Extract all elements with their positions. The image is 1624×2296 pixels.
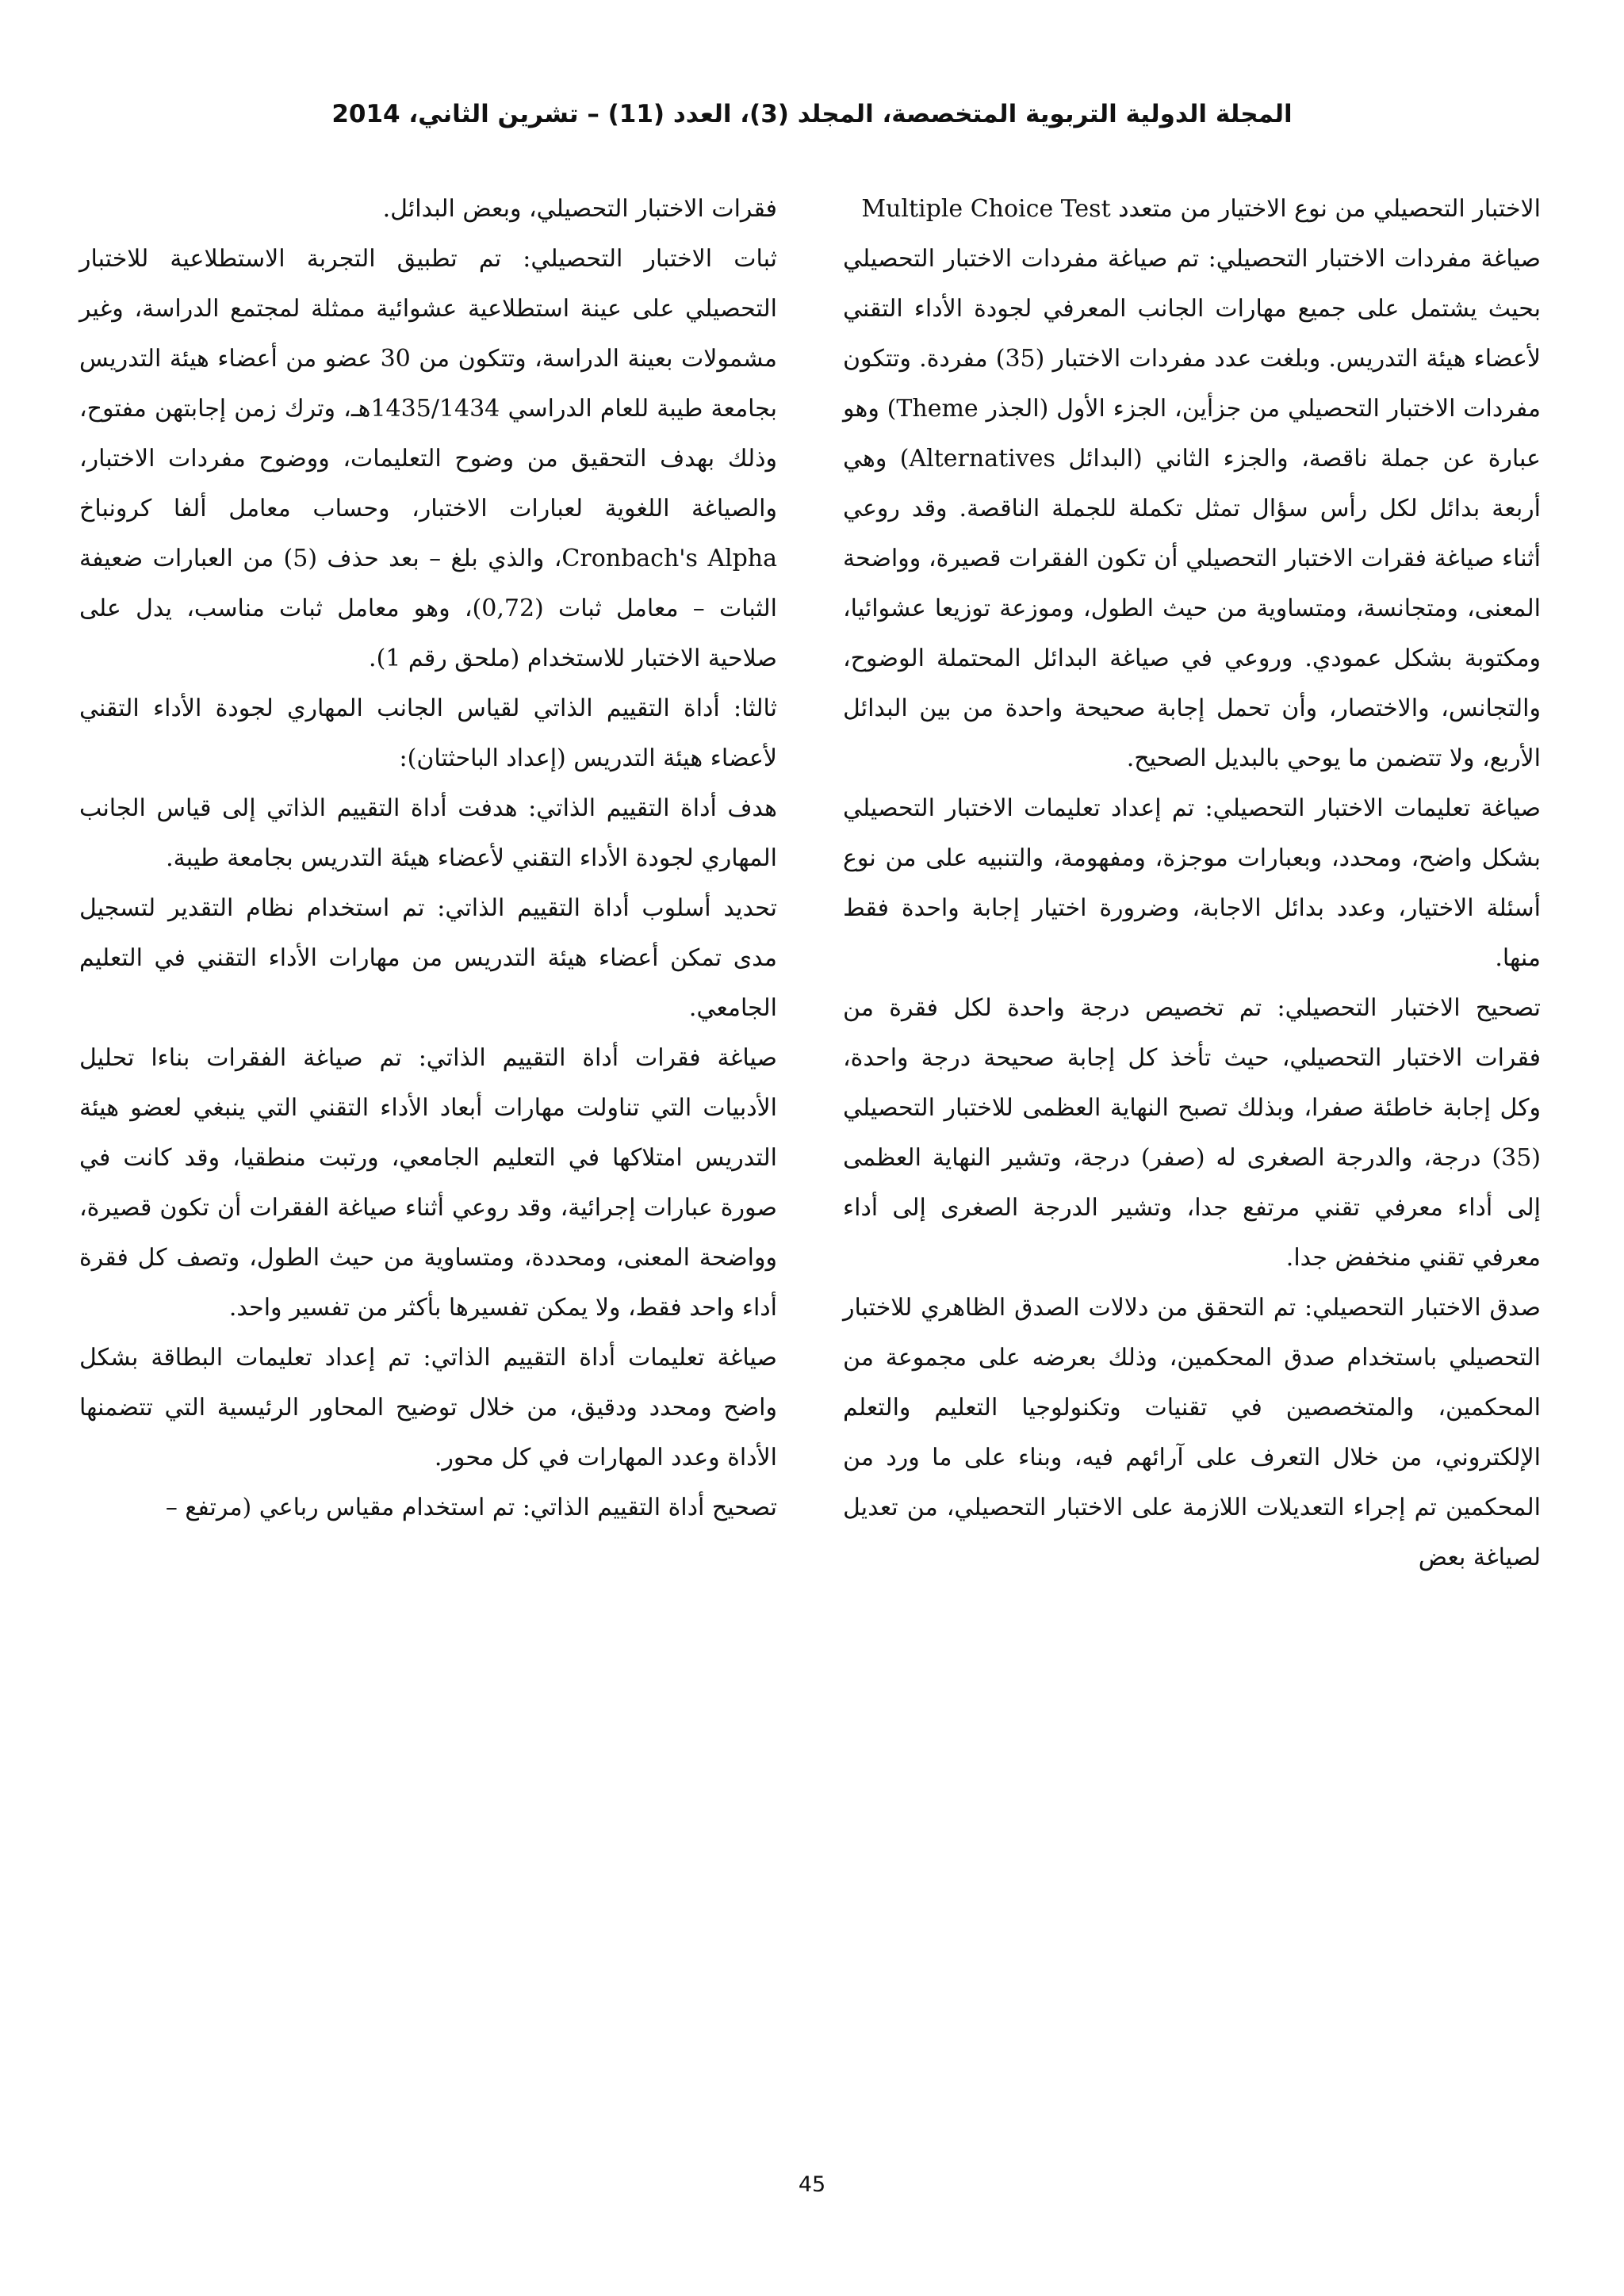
paragraph-test-scoring: تصحيح الاختبار التحصيلي: تم تخصيص درجة واحدة لكل فقرة من فقرات الاختبار التحصيلي، حيث تأخذ كل إجابة صحيحة درجة واحدة، وكل إجابة خاطئة صفرا، وبذلك تصبح النهاية العظمى للاختبار التحصيلي (35) درجة، والدرجة الصغرى له (صفر) درجة، وتشير النهاية العظمى إلى أداء معرفي تقني مرتفع جدا، وتشير الدرجة الصغرى إلى أداء معرفي تقني منخفض جدا. (843, 994, 1542, 1272)
paragraph-test-validity: صدق الاختبار التحصيلي: تم التحقق من دلالات الصدق الظاهري للاختبار التحصيلي باستخدام صدق المحكمين، وذلك بعرضه على مجموعة من المحكمين، والمتخصصين في تقنيات وتكنولوجيا التعليم والتعلم الإلكتروني، من خلال التعرف على آرائهم فيه، وبناء على ما ورد من المحكمين تم إجراء التعديلات اللازمة على الاختبار التحصيلي، من تعديل لصياغة بعض (843, 1294, 1541, 1571)
page-number: 45 (798, 2172, 826, 2197)
paragraph-self-assessment-items: صياغة فقرات أداة التقييم الذاتي: تم صياغة الفقرات بناءا تحليل الأدبيات التي تناولت مهارات أبعاد الأداء التقني التي ينبغي لعضو هيئة التدريس امتلاكها في التعليم الجامعي، ورتبت منطقيا، وقد كانت في صورة عبارات إجرائية، وقد روعي أثناء صياغة الفقرات أن تكون قصيرة، وواضحة المعنى، ومحددة، ومتساوية من حيث الطول، وتصف كل فقرة أداء واحد فقط، ولا يمكن تفسيرها بأكثر من تفسير واحد. (79, 1044, 777, 1322)
paragraph-continuation: فقرات الاختبار التحصيلي، وبعض البدائل. (382, 195, 777, 223)
paragraph-self-assessment-instructions: صياغة تعليمات أداة التقييم الذاتي: تم إعداد تعليمات البطاقة بشكل واضح ومحدد ودقيق، من خلال توضيح المحاور الرئيسية التي تتضمنها الأداة وعدد المهارات في كل محور. (79, 1344, 777, 1471)
paragraph-self-assessment-goal: هدف أداة التقييم الذاتي: هدفت أداة التقييم الذاتي إلى قياس الجانب المهاري لجودة الأداء التقني لأعضاء هيئة التدريس بجامعة طيبة. (79, 794, 777, 872)
paragraph-third-instrument: ثالثا: أداة التقييم الذاتي لقياس الجانب المهاري لجودة الأداء التقني لأعضاء هيئة التدريس (إعداد الباحثتان): (79, 695, 777, 772)
left-column (79, 184, 777, 1533)
journal-header: المجلة الدولية التربوية المتخصصة، المجلد (3)، العدد (11) – تشرين الثاني، 2014 (331, 100, 1293, 128)
paragraph-test-instructions: صياغة تعليمات الاختبار التحصيلي: تم إعداد تعليمات الاختبار التحصيلي بشكل واضح، ومحدد، وبعبارات موجزة، ومفهومة، والتنبيه على من نوع أسئلة الاختيار، وعدد بدائل الاجابة، وضرورة اختيار إجابة واحدة فقط منها. (843, 794, 1541, 972)
right-column (843, 184, 1541, 1582)
paragraph-self-assessment-scoring: تصحيح أداة التقييم الذاتي: تم استخدام مقياس رباعي (مرتفع – (165, 1494, 777, 1521)
paragraph-self-assessment-method: تحديد أسلوب أداة التقييم الذاتي: تم استخدام نظام التقدير لتسجيل مدى تمكن أعضاء هيئة التدريس من مهارات الأداء التقني في التعليم الجامعي. (79, 894, 777, 1022)
paragraph-test-type: الاختبار التحصيلي من نوع الاختيار من متعدد Multiple Choice Test (861, 195, 1541, 223)
paragraph-test-items-drafting: صياغة مفردات الاختبار التحصيلي: تم صياغة مفردات الاختبار التحصيلي بحيث يشتمل على جميع مهارات الجانب المعرفي لجودة الأداء التقني لأعضاء هيئة التدريس. وبلغت عدد مفردات الاختبار (35) مفردة. وتتكون مفردات الاختبار التحصيلي من جزأين، الجزء الأول (الجذر Theme) وهو عبارة عن جملة ناقصة، والجزء الثاني (البدائل Alternatives) وهي أربعة بدائل لكل رأس سؤال تمثل تكملة للجملة الناقصة. وقد روعي أثناء صياغة فقرات الاختبار التحصيلي أن تكون الفقرات قصيرة، وواضحة المعنى، ومتجانسة، ومتساوية من حيث الطول، وموزعة توزيعا عشوائيا، ومكتوبة بشكل عمودي. وروعي في صياغة البدائل المحتملة الوضوح، والتجانس، والاختصار، وأن تحمل إجابة صحيحة واحدة من بين البدائل الأربع، ولا تتضمن ما يوحي بالبديل الصحيح. (843, 245, 1541, 772)
paragraph-test-reliability: ثبات الاختبار التحصيلي: تم تطبيق التجربة الاستطلاعية للاختبار التحصيلي على عينة استطلاعية عشوائية ممثلة لمجتمع الدراسة، وغير مشمولات بعينة الدراسة، وتتكون من 30 عضو من أعضاء هيئة التدريس بجامعة طيبة للعام الدراسي 1435/1434هـ، وترك زمن إجابتهن مفتوح، وذلك بهدف التحقيق من وضوح التعليمات، ووضوح مفردات الاختبار، والصياغة اللغوية لعبارات الاختبار، وحساب معامل ألفا كرونباخ Cronbach's Alpha، والذي بلغ – بعد حذف (5) من العبارات ضعيفة الثبات – معامل ثبات (0,72)، وهو معامل ثبات مناسب، يدل على صلاحية الاختبار للاستخدام (ملحق رقم 1). (79, 245, 777, 672)
